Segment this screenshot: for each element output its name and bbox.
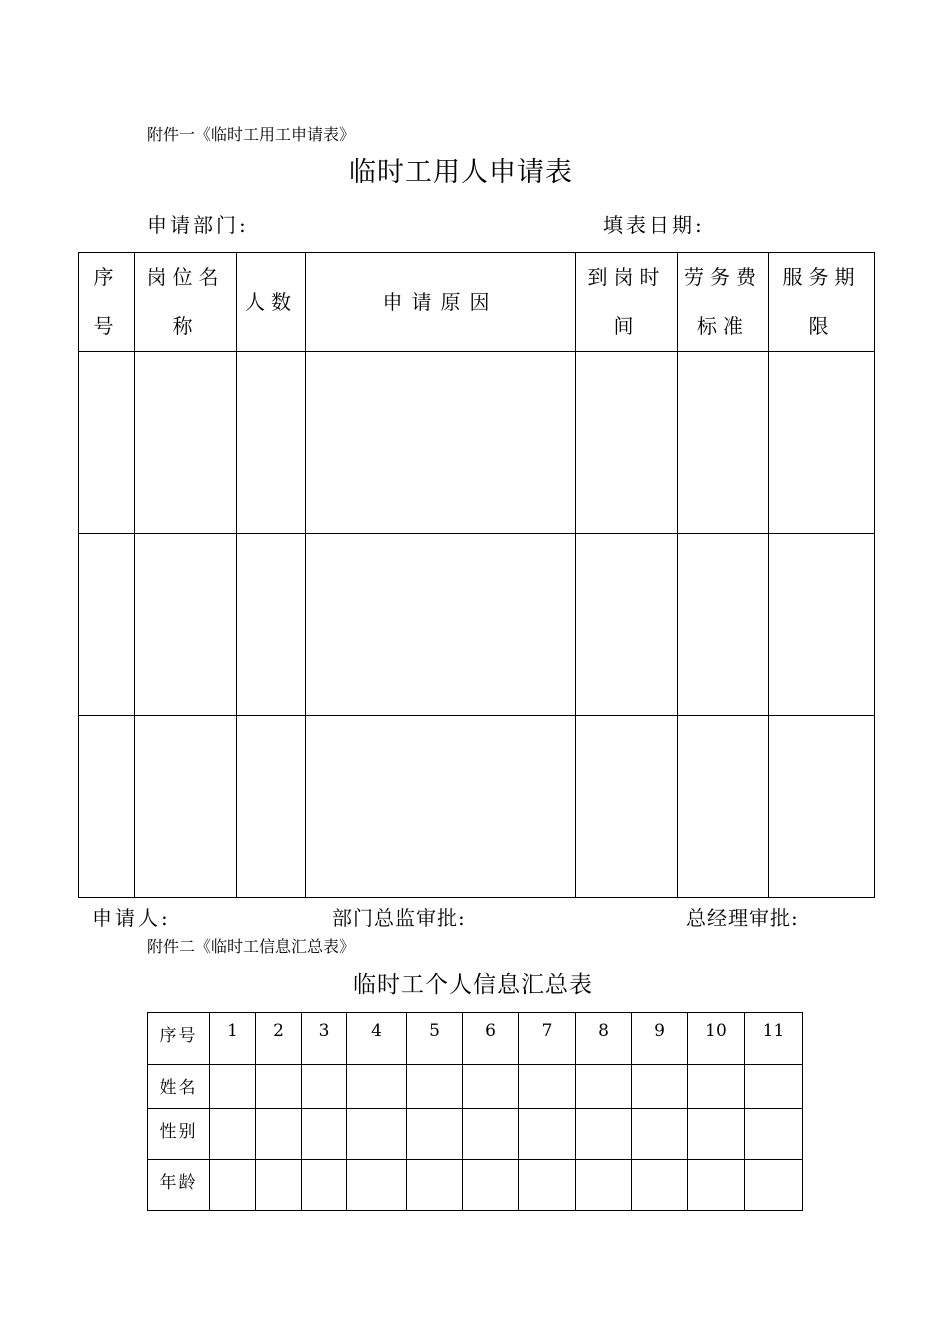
table-cell[interactable] [237,534,306,716]
table-cell[interactable] [347,1160,407,1211]
form2-title: 临时工个人信息汇总表 [353,972,593,998]
table-cell[interactable] [237,352,306,534]
table-cell[interactable] [745,1160,803,1211]
table-cell[interactable] [302,1160,347,1211]
summary-header-cell: 10 [688,1013,745,1065]
table-cell[interactable] [678,716,769,898]
summary-header-cell: 5 [407,1013,463,1065]
table-cell[interactable] [210,1160,256,1211]
applicant-label: 申请人: [92,906,171,930]
header-seq: 序 号 [79,253,135,352]
table-cell[interactable] [745,1065,803,1109]
table-cell[interactable] [632,1160,688,1211]
header-position: 岗位名 称 [135,253,237,352]
table-cell[interactable] [519,1160,576,1211]
table-cell[interactable] [678,352,769,534]
table-cell[interactable] [210,1065,256,1109]
table-cell[interactable] [135,534,237,716]
table-cell[interactable] [135,352,237,534]
fill-date-label: 填表日期: [603,213,705,237]
gm-approval-label: 总经理审批: [686,906,799,930]
table-cell[interactable] [688,1065,745,1109]
table-cell[interactable] [688,1109,745,1160]
table-cell[interactable] [769,352,875,534]
table-cell[interactable] [306,716,576,898]
header-fee: 劳务费 标准 [678,253,769,352]
summary-row-label: 姓名 [148,1065,210,1109]
table-cell[interactable] [678,534,769,716]
table-cell[interactable] [306,352,576,534]
summary-row-label: 性别 [148,1109,210,1160]
table-row [79,534,875,716]
summary-row-name [148,1065,803,1109]
summary-row-age [148,1160,803,1211]
table-cell[interactable] [576,1160,632,1211]
table-cell[interactable] [407,1065,463,1109]
header-count: 人数 [237,253,306,352]
summary-row-gender [148,1109,803,1160]
table-cell[interactable] [745,1109,803,1160]
summary-header-cell: 2 [256,1013,302,1065]
summary-header-cell: 9 [632,1013,688,1065]
form1-title: 临时工用人申请表 [349,157,573,188]
table-cell[interactable] [463,1160,519,1211]
table-cell[interactable] [135,716,237,898]
summary-header-cell: 序号 [148,1013,210,1065]
table-cell[interactable] [576,1109,632,1160]
application-table [78,252,875,898]
table-cell[interactable] [576,352,678,534]
header-reason: 申请原因 [306,253,576,352]
table-cell[interactable] [306,534,576,716]
summary-header-cell: 7 [519,1013,576,1065]
table-header-row [79,253,875,352]
table-cell[interactable] [256,1160,302,1211]
summary-header-cell: 8 [576,1013,632,1065]
summary-header-cell: 4 [347,1013,407,1065]
attachment-1-label: 附件一《临时工用工申请表》 [147,125,356,144]
table-cell[interactable] [769,534,875,716]
table-cell[interactable] [576,534,678,716]
table-cell[interactable] [688,1160,745,1211]
table-cell[interactable] [519,1065,576,1109]
header-arrival: 到岗时 间 [576,253,678,352]
table-cell[interactable] [237,716,306,898]
director-approval-label: 部门总监审批: [332,906,466,930]
table-cell[interactable] [463,1109,519,1160]
table-cell[interactable] [519,1109,576,1160]
summary-header-cell: 6 [463,1013,519,1065]
table-cell[interactable] [347,1065,407,1109]
table-cell[interactable] [302,1065,347,1109]
table-cell[interactable] [576,1065,632,1109]
table-cell[interactable] [632,1065,688,1109]
summary-header-cell: 1 [210,1013,256,1065]
table-cell[interactable] [79,534,135,716]
table-cell[interactable] [210,1109,256,1160]
header-period: 服务期 限 [769,253,875,352]
table-row [79,352,875,534]
table-cell[interactable] [407,1160,463,1211]
department-label: 申请部门: [147,213,249,237]
table-cell[interactable] [256,1065,302,1109]
table-cell[interactable] [769,716,875,898]
attachment-2-label: 附件二《临时工信息汇总表》 [147,937,356,956]
summary-header-cell: 3 [302,1013,347,1065]
table-cell[interactable] [576,716,678,898]
summary-header-row [148,1013,803,1065]
table-cell[interactable] [632,1109,688,1160]
table-cell[interactable] [79,716,135,898]
table-cell[interactable] [407,1109,463,1160]
summary-row-label: 年龄 [148,1160,210,1211]
table-cell[interactable] [79,352,135,534]
summary-header-cell: 11 [745,1013,803,1065]
table-cell[interactable] [256,1109,302,1160]
table-cell[interactable] [463,1065,519,1109]
table-cell[interactable] [302,1109,347,1160]
table-cell[interactable] [347,1109,407,1160]
table-row [79,716,875,898]
info-summary-table [147,1012,803,1211]
